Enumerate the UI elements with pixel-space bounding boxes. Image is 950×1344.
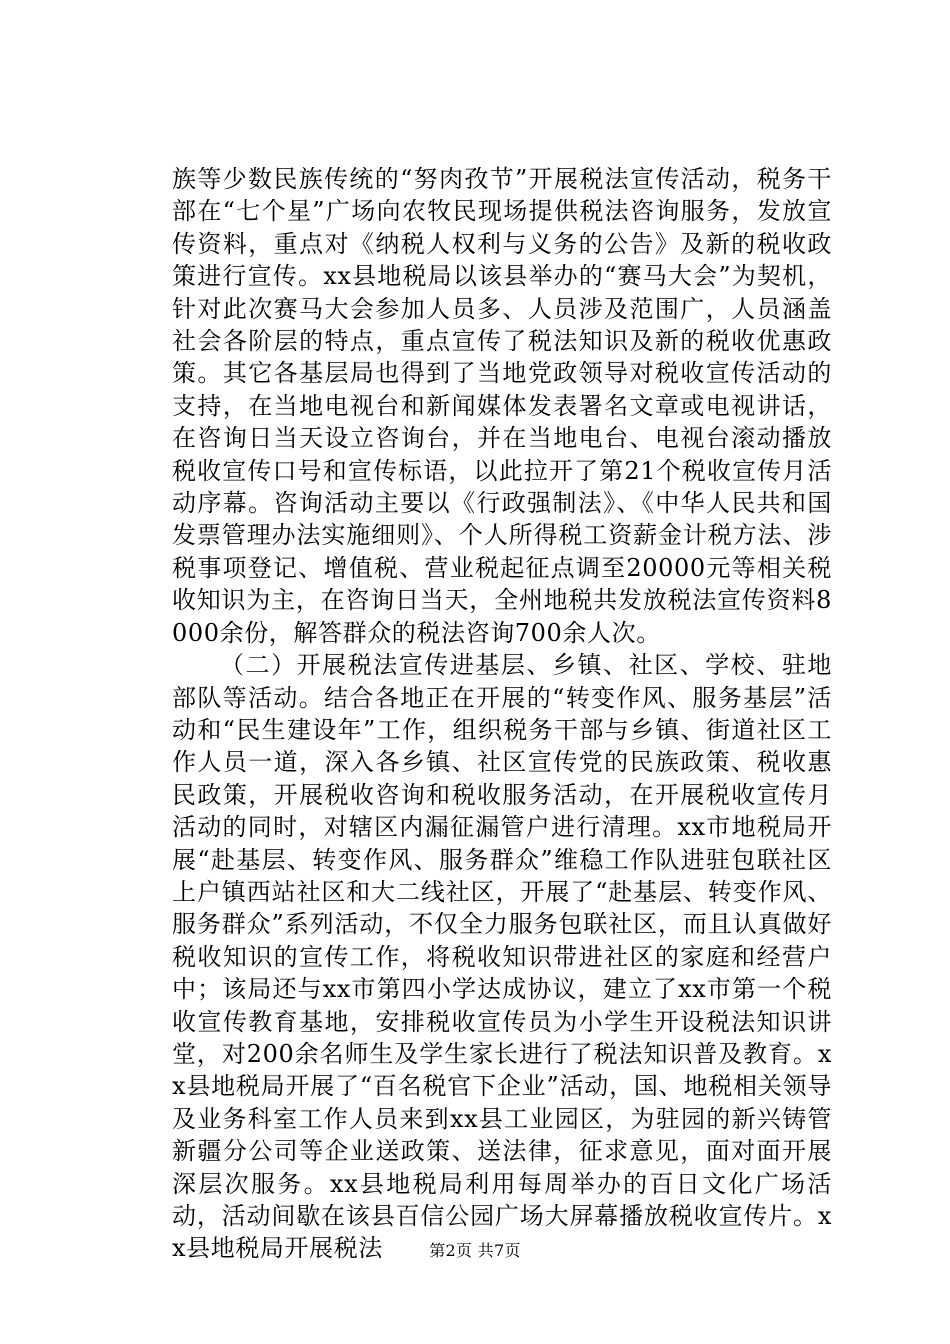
paragraph-continued: 族等少数民族传统的“努肉孜节”开展税法宣传活动，税务干部在“七个星”广场向农牧民现场提供税法咨询服务，发放宣传资料，重点对《纳税人权利与义务的公告》及新的税收政策进行宣传。xx县地税局以该县举办的“赛马大会”为契机，针对此次赛马大会参加人员多、人员涉及范围广，人员涵盖社会各阶层的特点，重点宣传了税法知识及新的税收优惠政策。其它各基层局也得到了当地党政领导对税收宣传活动的支持，在当地电视台和新闻媒体发表署名文章或电视讲话，在咨询日当天设立咨询台，并在当地电台、电视台滚动播放税收宣传口号和宣传标语，以此拉开了第21个税收宣传月活动序幕。咨询活动主要以《行政强制法》、《中华人民共和国发票管理办法实施细则》、个人所得税工资薪金计税方法、涉税事项登记、增值税、营业税起征点调至20000元等相关税收知识为主，在咨询日当天，全州地税共发放税法宣传资料8000余份，解答群众的税法咨询700余人次。 — [172, 165, 832, 647]
paragraph-section-two: （二）开展税法宣传进基层、乡镇、社区、学校、驻地部队等活动。结合各地正在开展的“转变作风、服务基层”活动和“民生建设年”工作，组织税务干部与乡镇、街道社区工作人员一道，深入各乡镇、社区宣传党的民族政策、税收惠民政策，开展税收咨询和税收服务活动，在开展税收宣传月活动的同时，对辖区内漏征漏管户进行清理。xx市地税局开展“赴基层、转变作风、服务群众”维稳工作队进驻包联社区上户镇西站社区和大二线社区，开展了“赴基层、转变作风、服务群众”系列活动，不仅全力服务包联社区，而且认真做好税收知识的宣传工作，将税收知识带进社区的家庭和经营户中；该局还与xx市第四小学达成协议，建立了xx市第一个税收宣传教育基地，安排税收宣传员为小学生开设税法知识讲堂，对200余名师生及学生家长进行了税法知识普及教育。xx县地税局开展了“百名税官下企业”活动，国、地税相关领导及业务科室工作人员来到xx县工业园区，为驻园的新兴铸管新疆分公司等企业送政策、送法律，征求意见，面对面开展深层次服务。xx县地税局利用每周举办的百日文化广场活动，活动间歇在该县百信公园广场大屏幕播放税收宣传片。xx县地税局开展税法 — [172, 651, 832, 1263]
page-footer: 第2页 共7页 — [429, 1241, 521, 1260]
document-body — [172, 163, 832, 1265]
